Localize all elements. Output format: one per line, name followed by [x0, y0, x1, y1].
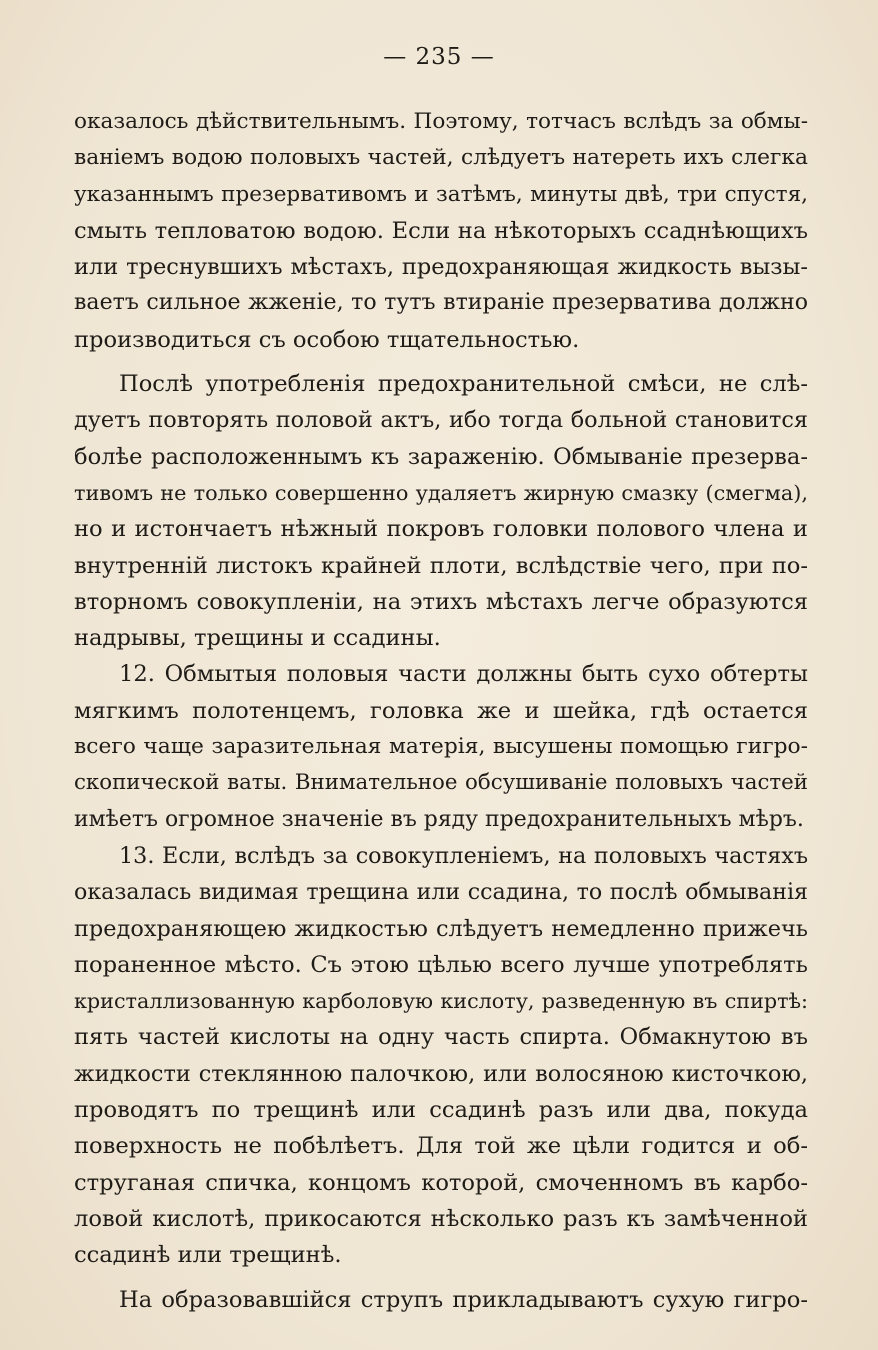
text-line: тивомъ не только совершенно удаляетъ жирную смазку (смегма), — [74, 480, 808, 505]
text-line: но и истончаетъ нѣжный покровъ головки полового члена и — [74, 516, 808, 543]
text-line: или треснувшихъ мѣстахъ, предохраняющая жидкость вызы- — [74, 254, 808, 281]
text-line: проводятъ по трещинѣ или ссадинѣ разъ или два, покуда — [74, 1097, 808, 1124]
text-line: имѣетъ огромное значеніе въ ряду предохранительныхъ мѣръ. — [74, 806, 804, 832]
text-line: дуетъ повторять половой актъ, ибо тогда больной становится — [74, 407, 808, 434]
text-line: внутренній листокъ крайней плоти, вслѣдствіе чего, при по- — [74, 552, 808, 579]
text-line: ваетъ сильное жженіе, то тутъ втираніе презерватива должно — [74, 290, 808, 316]
page-number: — 235 — — [383, 44, 495, 70]
text-line: пораненное мѣсто. Съ этою цѣлью всего лучше употреблять — [74, 951, 808, 978]
text-line: болѣе расположеннымъ къ зараженію. Обмываніе презерва- — [74, 443, 808, 470]
text-line: указаннымъ презервативомъ и затѣмъ, минуты двѣ, три спустя, — [74, 181, 808, 207]
text-line: всего чаще заразительная матерія, высушены помощью гигро- — [74, 734, 808, 760]
paragraph-4 — [74, 838, 808, 1274]
page-body — [74, 104, 808, 1318]
text-line: оказалась видимая трещина или ссадина, то послѣ обмыванія — [74, 879, 808, 906]
paragraph-5 — [74, 1282, 808, 1318]
text-line: струганая спичка, концомъ которой, смоченномъ въ карбо- — [74, 1169, 808, 1196]
text-line: предохраняющею жидкостью слѣдуетъ немедленно прижечь — [74, 915, 808, 942]
paragraph-2 — [74, 366, 808, 656]
text-line: оказалось дѣйствительнымъ. Поэтому, тотчасъ вслѣдъ за обмы- — [74, 109, 808, 134]
text-line: мягкимъ полотенцемъ, головка же и шейка, гдѣ остается — [74, 697, 808, 724]
text-line: надрывы, трещины и ссадины. — [74, 625, 441, 652]
text-line: На образовавшійся струпъ прикладываютъ сухую гигро- — [119, 1286, 808, 1313]
paragraph-3 — [74, 656, 808, 837]
text-line: смыть тепловатою водою. Если на нѣкоторыхъ ссаднѣющихъ — [74, 217, 808, 244]
text-line: ваніемъ водою половыхъ частей, слѣдуетъ натереть ихъ слегка — [74, 145, 808, 171]
text-line: производиться съ особою тщательностью. — [74, 326, 580, 353]
text-line: скопической ваты. Внимательное обсушиваніе половыхъ частей — [74, 770, 808, 796]
text-line: 12. Обмытыя половыя части должны быть сухо обтерты — [119, 661, 808, 688]
text-line: ссадинѣ или трещинѣ. — [74, 1242, 342, 1269]
text-line: вторномъ совокупленіи, на этихъ мѣстахъ легче образуются — [74, 588, 808, 615]
text-line: Послѣ употребленія предохранительной смѣси, не слѣ- — [119, 371, 808, 398]
paragraph-1 — [74, 104, 808, 358]
text-line: ловой кислотѣ, прикосаются нѣсколько разъ къ замѣченной — [74, 1205, 808, 1232]
text-line: 13. Если, вслѣдъ за совокупленіемъ, на половыхъ частяхъ — [119, 842, 808, 869]
text-line: кристаллизованную карболовую кислоту, разведенную въ спиртѣ: — [74, 989, 808, 1014]
text-line: поверхность не побѣлѣетъ. Для той же цѣли годится и об- — [74, 1133, 808, 1160]
text-line: жидкости стеклянною палочкою, или волосяною кисточкою, — [74, 1060, 808, 1087]
text-line: пять частей кислоты на одну часть спирта. Обмакнутою въ — [74, 1024, 808, 1051]
